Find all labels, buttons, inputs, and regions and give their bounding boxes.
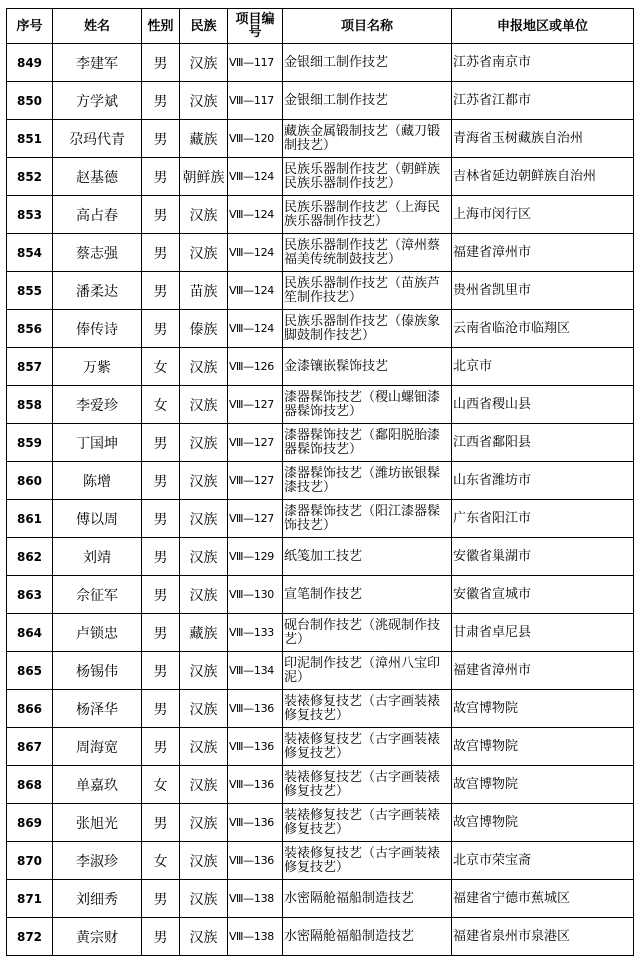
- project-code: Ⅷ—126: [228, 348, 283, 386]
- table-row: [7, 614, 634, 652]
- person-ethnicity: 汉族: [180, 500, 228, 538]
- region-or-unit: 福建省宁德市蕉城区: [452, 880, 634, 918]
- region-or-unit: 福建省漳州市: [452, 234, 634, 272]
- row-number: 865: [7, 652, 53, 690]
- table-row: [7, 880, 634, 918]
- person-sex: 男: [142, 272, 180, 310]
- row-number: 859: [7, 424, 53, 462]
- region-or-unit: 北京市荣宝斋: [452, 842, 634, 880]
- project-name: 漆器髹饰技艺（鄱阳脱胎漆器髹饰技艺）: [283, 424, 452, 462]
- row-number: 864: [7, 614, 53, 652]
- header-project: 项目名称: [283, 9, 452, 44]
- region-or-unit: 甘肃省卓尼县: [452, 614, 634, 652]
- project-name: 装裱修复技艺（古字画装裱修复技艺）: [283, 690, 452, 728]
- person-sex: 男: [142, 234, 180, 272]
- person-name: 赵基德: [53, 158, 142, 196]
- project-name: 藏族金属锻制技艺（藏刀锻制技艺）: [283, 120, 452, 158]
- header-area: 申报地区或单位: [452, 9, 634, 44]
- person-ethnicity: 汉族: [180, 690, 228, 728]
- row-number: 867: [7, 728, 53, 766]
- person-ethnicity: 汉族: [180, 880, 228, 918]
- project-name: 金银细工制作技艺: [283, 82, 452, 120]
- row-number: 869: [7, 804, 53, 842]
- table-body: [7, 44, 634, 956]
- project-code: Ⅷ—120: [228, 120, 283, 158]
- table-header-row: [7, 9, 634, 44]
- person-name: 李爱珍: [53, 386, 142, 424]
- person-sex: 男: [142, 804, 180, 842]
- person-name: 陈增: [53, 462, 142, 500]
- region-or-unit: 云南省临沧市临翔区: [452, 310, 634, 348]
- person-name: 李建军: [53, 44, 142, 82]
- project-name: 民族乐器制作技艺（朝鲜族民族乐器制作技艺）: [283, 158, 452, 196]
- region-or-unit: 贵州省凯里市: [452, 272, 634, 310]
- region-or-unit: 故宫博物院: [452, 766, 634, 804]
- person-ethnicity: 汉族: [180, 766, 228, 804]
- project-code: Ⅷ—124: [228, 234, 283, 272]
- project-name: 金漆镶嵌髹饰技艺: [283, 348, 452, 386]
- table-row: [7, 500, 634, 538]
- header-num: 序号: [7, 9, 53, 44]
- person-ethnicity: 汉族: [180, 424, 228, 462]
- person-ethnicity: 汉族: [180, 918, 228, 956]
- person-ethnicity: 汉族: [180, 234, 228, 272]
- project-code: Ⅷ—136: [228, 842, 283, 880]
- region-or-unit: 上海市闵行区: [452, 196, 634, 234]
- project-name: 金银细工制作技艺: [283, 44, 452, 82]
- project-name: 水密隔舱福船制造技艺: [283, 880, 452, 918]
- person-name: 潘柔达: [53, 272, 142, 310]
- project-name: 纸笺加工技艺: [283, 538, 452, 576]
- project-name: 宣笔制作技艺: [283, 576, 452, 614]
- row-number: 860: [7, 462, 53, 500]
- region-or-unit: 福建省漳州市: [452, 652, 634, 690]
- person-name: 万紫: [53, 348, 142, 386]
- region-or-unit: 江西省鄱阳县: [452, 424, 634, 462]
- table-row: [7, 272, 634, 310]
- person-sex: 男: [142, 158, 180, 196]
- person-ethnicity: 藏族: [180, 120, 228, 158]
- table-row: [7, 842, 634, 880]
- table-row: [7, 576, 634, 614]
- person-ethnicity: 汉族: [180, 842, 228, 880]
- person-ethnicity: 藏族: [180, 614, 228, 652]
- row-number: 849: [7, 44, 53, 82]
- project-code: Ⅷ—127: [228, 424, 283, 462]
- person-sex: 男: [142, 614, 180, 652]
- project-name: 砚台制作技艺（洮砚制作技艺）: [283, 614, 452, 652]
- header-ethnicity: 民族: [180, 9, 228, 44]
- person-ethnicity: 傣族: [180, 310, 228, 348]
- person-sex: 男: [142, 310, 180, 348]
- person-name: 杨锡伟: [53, 652, 142, 690]
- person-ethnicity: 汉族: [180, 652, 228, 690]
- project-code: Ⅷ—124: [228, 272, 283, 310]
- row-number: 861: [7, 500, 53, 538]
- person-ethnicity: 汉族: [180, 538, 228, 576]
- table-row: [7, 918, 634, 956]
- project-name: 装裱修复技艺（古字画装裱修复技艺）: [283, 766, 452, 804]
- header-code: [228, 9, 283, 44]
- region-or-unit: 江苏省江都市: [452, 82, 634, 120]
- project-code: Ⅷ—134: [228, 652, 283, 690]
- person-name: 方学斌: [53, 82, 142, 120]
- person-name: 俸传诗: [53, 310, 142, 348]
- row-number: 856: [7, 310, 53, 348]
- heritage-inheritors-table: [6, 8, 634, 956]
- person-ethnicity: 朝鲜族: [180, 158, 228, 196]
- person-sex: 女: [142, 386, 180, 424]
- table-row: [7, 348, 634, 386]
- table-row: [7, 158, 634, 196]
- person-sex: 女: [142, 766, 180, 804]
- person-name: 刘靖: [53, 538, 142, 576]
- person-sex: 女: [142, 842, 180, 880]
- person-name: 尕玛代青: [53, 120, 142, 158]
- person-sex: 男: [142, 918, 180, 956]
- table-row: [7, 82, 634, 120]
- header-sex: 性别: [142, 9, 180, 44]
- person-sex: 男: [142, 500, 180, 538]
- table-row: [7, 766, 634, 804]
- row-number: 870: [7, 842, 53, 880]
- person-ethnicity: 汉族: [180, 728, 228, 766]
- project-code: Ⅷ—117: [228, 82, 283, 120]
- project-code: Ⅷ—138: [228, 880, 283, 918]
- project-code: Ⅷ—138: [228, 918, 283, 956]
- project-name: 漆器髹饰技艺（阳江漆器髹饰技艺）: [283, 500, 452, 538]
- region-or-unit: 福建省泉州市泉港区: [452, 918, 634, 956]
- person-sex: 男: [142, 576, 180, 614]
- region-or-unit: 江苏省南京市: [452, 44, 634, 82]
- row-number: 850: [7, 82, 53, 120]
- region-or-unit: 安徽省巢湖市: [452, 538, 634, 576]
- project-code: Ⅷ—124: [228, 196, 283, 234]
- person-name: 黄宗财: [53, 918, 142, 956]
- project-code: Ⅷ—127: [228, 500, 283, 538]
- person-ethnicity: 汉族: [180, 196, 228, 234]
- row-number: 854: [7, 234, 53, 272]
- person-ethnicity: 汉族: [180, 576, 228, 614]
- person-name: 蔡志强: [53, 234, 142, 272]
- region-or-unit: 安徽省宣城市: [452, 576, 634, 614]
- person-name: 佘征军: [53, 576, 142, 614]
- project-code: Ⅷ—136: [228, 804, 283, 842]
- person-sex: 男: [142, 538, 180, 576]
- region-or-unit: 故宫博物院: [452, 804, 634, 842]
- row-number: 855: [7, 272, 53, 310]
- region-or-unit: 吉林省延边朝鲜族自治州: [452, 158, 634, 196]
- row-number: 857: [7, 348, 53, 386]
- row-number: 863: [7, 576, 53, 614]
- table-row: [7, 690, 634, 728]
- person-sex: 男: [142, 652, 180, 690]
- table-row: [7, 538, 634, 576]
- person-sex: 男: [142, 120, 180, 158]
- project-name: 水密隔舱福船制造技艺: [283, 918, 452, 956]
- project-code: Ⅷ—133: [228, 614, 283, 652]
- table-row: [7, 44, 634, 82]
- table-row: [7, 234, 634, 272]
- person-sex: 男: [142, 728, 180, 766]
- person-sex: 男: [142, 196, 180, 234]
- person-sex: 男: [142, 880, 180, 918]
- person-name: 单嘉玖: [53, 766, 142, 804]
- person-name: 丁国坤: [53, 424, 142, 462]
- person-ethnicity: 苗族: [180, 272, 228, 310]
- project-code: Ⅷ—136: [228, 690, 283, 728]
- person-name: 张旭光: [53, 804, 142, 842]
- person-name: 杨泽华: [53, 690, 142, 728]
- document-page: [6, 8, 634, 956]
- header-code-label: 项目编号: [235, 12, 275, 40]
- project-name: 漆器髹饰技艺（稷山螺钿漆器髹饰技艺）: [283, 386, 452, 424]
- project-name: 印泥制作技艺（漳州八宝印泥）: [283, 652, 452, 690]
- row-number: 872: [7, 918, 53, 956]
- table-row: [7, 310, 634, 348]
- project-code: Ⅷ—127: [228, 462, 283, 500]
- person-name: 卢锁忠: [53, 614, 142, 652]
- table-row: [7, 462, 634, 500]
- project-code: Ⅷ—136: [228, 728, 283, 766]
- row-number: 868: [7, 766, 53, 804]
- project-code: Ⅷ—136: [228, 766, 283, 804]
- person-sex: 女: [142, 348, 180, 386]
- table-row: [7, 120, 634, 158]
- person-sex: 男: [142, 424, 180, 462]
- project-code: Ⅷ—124: [228, 310, 283, 348]
- project-name: 民族乐器制作技艺（上海民族乐器制作技艺）: [283, 196, 452, 234]
- person-sex: 男: [142, 44, 180, 82]
- person-ethnicity: 汉族: [180, 348, 228, 386]
- project-name: 民族乐器制作技艺（漳州蔡福美传统制鼓技艺）: [283, 234, 452, 272]
- person-name: 高占春: [53, 196, 142, 234]
- table-row: [7, 728, 634, 766]
- region-or-unit: 故宫博物院: [452, 728, 634, 766]
- person-name: 周海宽: [53, 728, 142, 766]
- region-or-unit: 山西省稷山县: [452, 386, 634, 424]
- row-number: 871: [7, 880, 53, 918]
- row-number: 853: [7, 196, 53, 234]
- person-name: 傅以周: [53, 500, 142, 538]
- table-row: [7, 652, 634, 690]
- person-ethnicity: 汉族: [180, 44, 228, 82]
- project-name: 装裱修复技艺（古字画装裱修复技艺）: [283, 804, 452, 842]
- table-row: [7, 386, 634, 424]
- project-code: Ⅷ—117: [228, 44, 283, 82]
- project-name: 装裱修复技艺（古字画装裱修复技艺）: [283, 842, 452, 880]
- row-number: 851: [7, 120, 53, 158]
- table-row: [7, 424, 634, 462]
- person-ethnicity: 汉族: [180, 82, 228, 120]
- person-name: 李淑珍: [53, 842, 142, 880]
- row-number: 852: [7, 158, 53, 196]
- row-number: 866: [7, 690, 53, 728]
- person-name: 刘细秀: [53, 880, 142, 918]
- region-or-unit: 故宫博物院: [452, 690, 634, 728]
- region-or-unit: 广东省阳江市: [452, 500, 634, 538]
- person-sex: 男: [142, 462, 180, 500]
- project-code: Ⅷ—127: [228, 386, 283, 424]
- person-ethnicity: 汉族: [180, 386, 228, 424]
- person-ethnicity: 汉族: [180, 804, 228, 842]
- region-or-unit: 青海省玉树藏族自治州: [452, 120, 634, 158]
- person-sex: 男: [142, 690, 180, 728]
- region-or-unit: 北京市: [452, 348, 634, 386]
- project-name: 民族乐器制作技艺（苗族芦笙制作技艺）: [283, 272, 452, 310]
- table-row: [7, 196, 634, 234]
- project-code: Ⅷ—130: [228, 576, 283, 614]
- table-row: [7, 804, 634, 842]
- project-code: Ⅷ—124: [228, 158, 283, 196]
- person-sex: 男: [142, 82, 180, 120]
- row-number: 862: [7, 538, 53, 576]
- project-code: Ⅷ—129: [228, 538, 283, 576]
- project-name: 漆器髹饰技艺（潍坊嵌银髹漆技艺）: [283, 462, 452, 500]
- project-name: 民族乐器制作技艺（傣族象脚鼓制作技艺）: [283, 310, 452, 348]
- region-or-unit: 山东省潍坊市: [452, 462, 634, 500]
- row-number: 858: [7, 386, 53, 424]
- header-name: 姓名: [53, 9, 142, 44]
- project-name: 装裱修复技艺（古字画装裱修复技艺）: [283, 728, 452, 766]
- person-ethnicity: 汉族: [180, 462, 228, 500]
